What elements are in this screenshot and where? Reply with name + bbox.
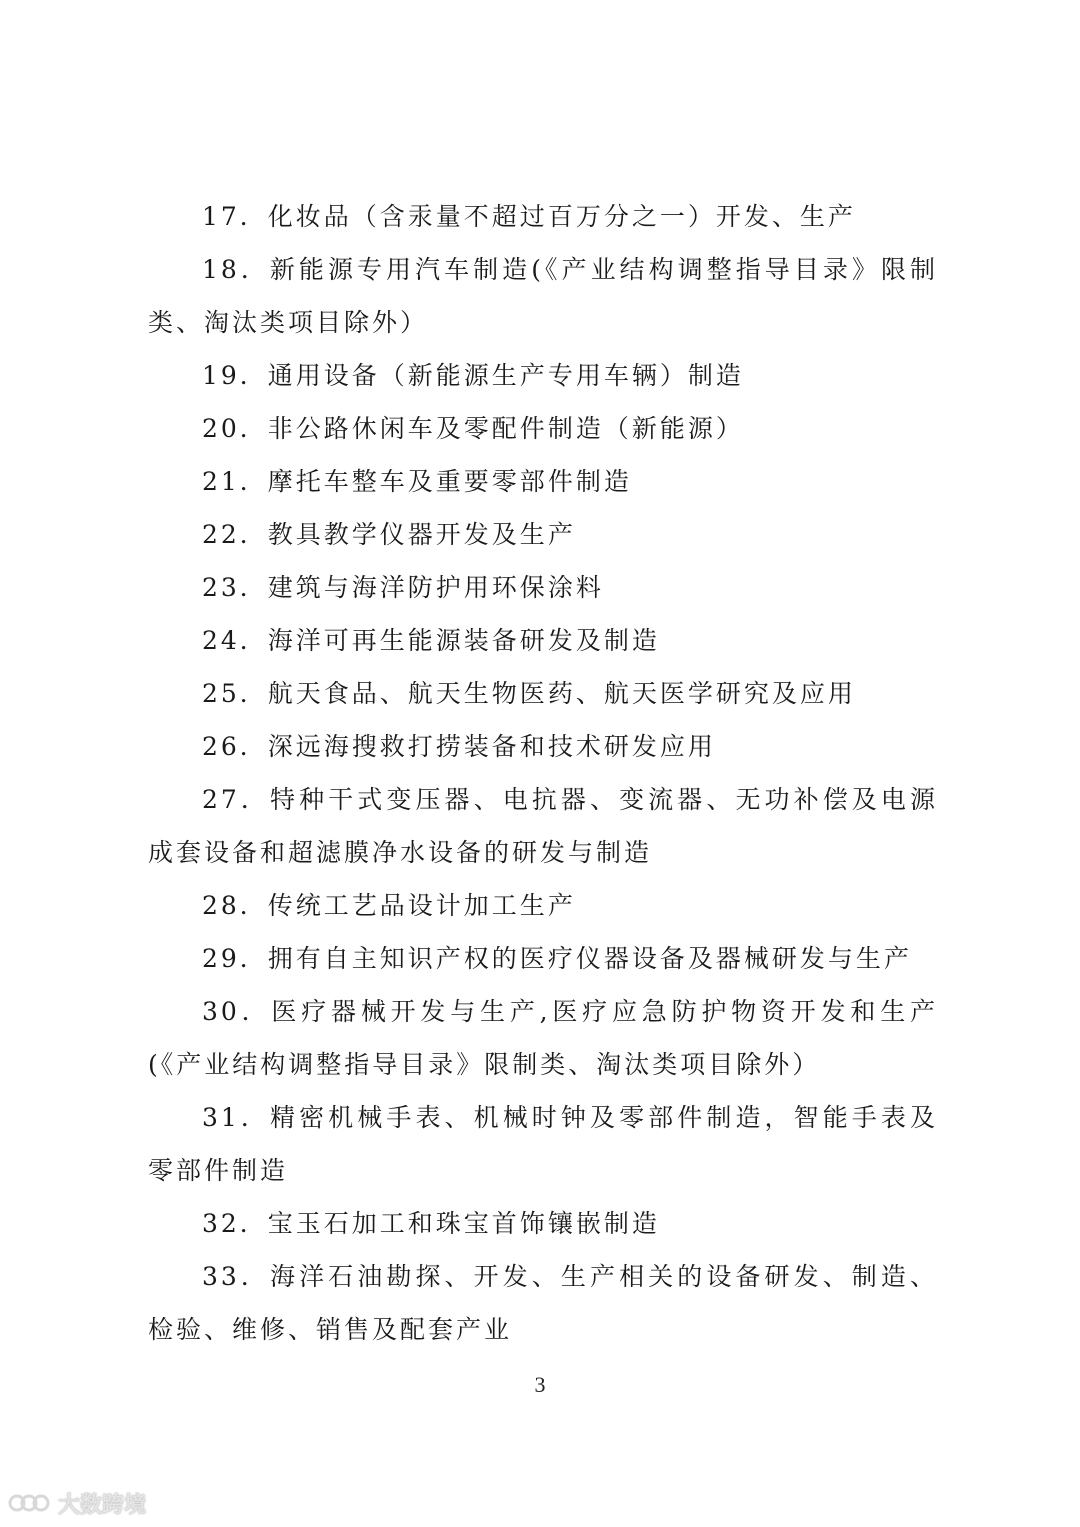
- list-item: 21．摩托车整车及重要零部件制造: [202, 467, 632, 496]
- list-item: 23．建筑与海洋防护用环保涂料: [202, 573, 604, 602]
- list-item: 19．通用设备（新能源生产专用车辆）制造: [202, 361, 744, 390]
- item-list: [148, 190, 938, 1356]
- list-item: 17．化妆品（含汞量不超过百万分之一）开发、生产: [202, 202, 856, 231]
- list-item: 28．传统工艺品设计加工生产: [202, 891, 576, 920]
- list-item: 32．宝玉石加工和珠宝首饰镶嵌制造: [202, 1209, 660, 1238]
- list-item: 33．海洋石油勘探、开发、生产相关的设备研发、制造、检验、维修、销售及配套产业: [148, 1262, 938, 1344]
- list-item: 26．深远海搜救打捞装备和技术研发应用: [202, 732, 716, 761]
- list-item: 25．航天食品、航天生物医药、航天医学研究及应用: [202, 679, 856, 708]
- list-item: 29．拥有自主知识产权的医疗仪器设备及器械研发与生产: [202, 944, 912, 973]
- watermark: [8, 1488, 146, 1518]
- list-item: 30．医疗器械开发与生产,医疗应急防护物资开发和生产(《产业结构调整指导目录》限制类、淘汰类项目除外）: [148, 997, 938, 1079]
- list-item: 20．非公路休闲车及零配件制造（新能源）: [202, 414, 744, 443]
- watermark-text: 大数跨境: [58, 1492, 147, 1518]
- list-item: 18．新能源专用汽车制造(《产业结构调整指导目录》限制类、淘汰类项目除外）: [148, 255, 938, 337]
- list-item: 31．精密机械手表、机械时钟及零部件制造，智能手表及零部件制造: [148, 1103, 938, 1185]
- list-item: 22．教具教学仪器开发及生产: [202, 520, 576, 549]
- page-number: 3: [534, 1372, 546, 1397]
- list-item: 24．海洋可再生能源装备研发及制造: [202, 626, 660, 655]
- watermark-logo-icon: [8, 1490, 52, 1516]
- list-item: 27．特种干式变压器、电抗器、变流器、无功补偿及电源成套设备和超滤膜净水设备的研发与制造: [148, 785, 938, 867]
